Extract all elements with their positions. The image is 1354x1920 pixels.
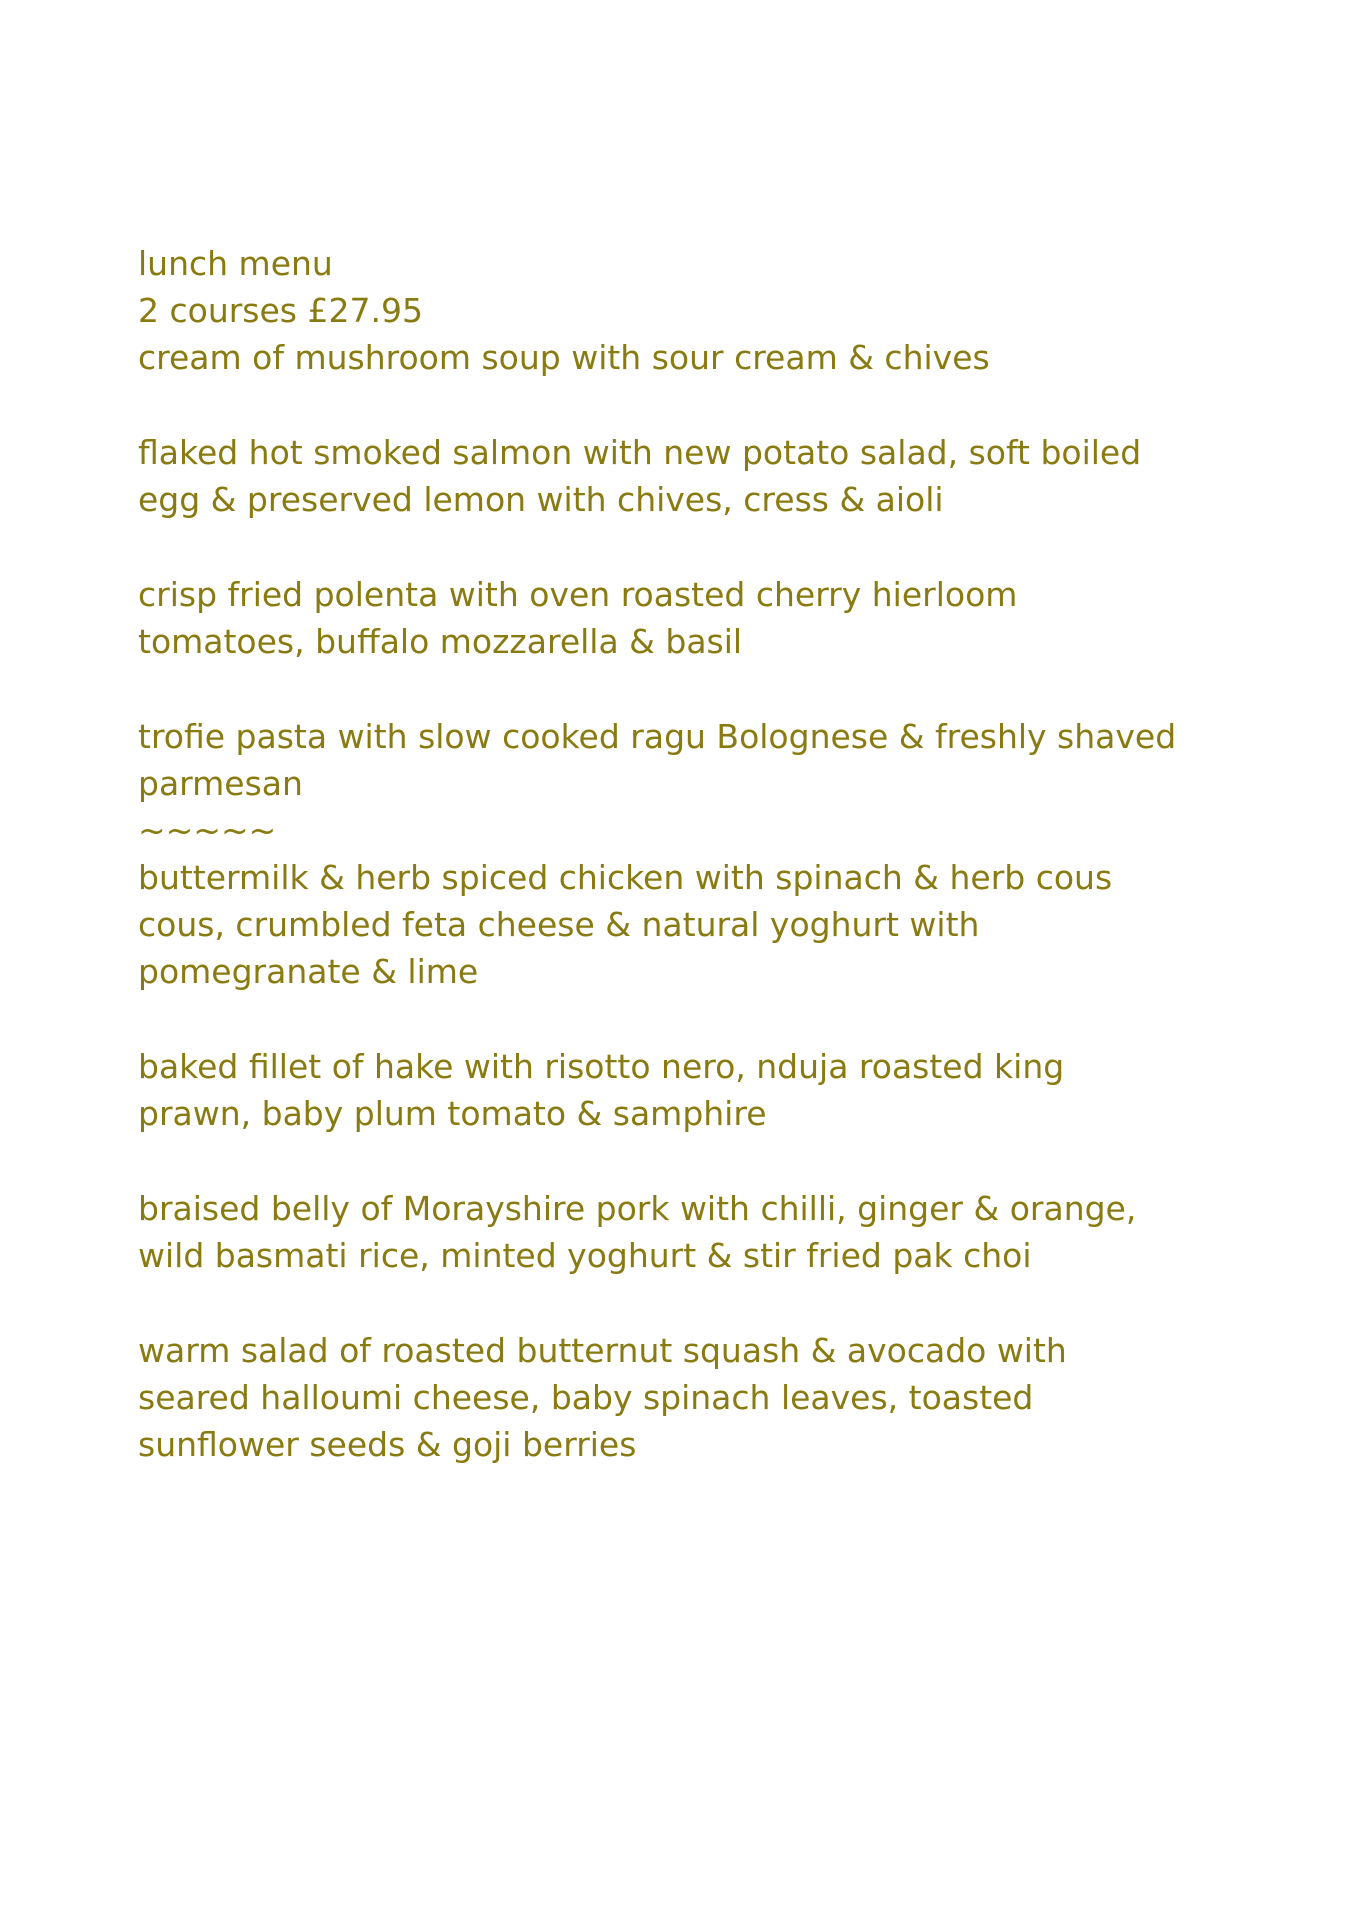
menu-item-line: parmesan	[138, 764, 303, 803]
menu-item-pork-belly	[138, 1185, 1258, 1279]
menu-item-smoked-salmon	[138, 429, 1258, 523]
starters-section	[138, 334, 1258, 807]
menu-price: 2 courses £27.95	[138, 291, 423, 330]
menu-item-mushroom-soup	[138, 334, 1258, 381]
menu-item-line: egg & preserved lemon with chives, cress & aioli	[138, 480, 944, 519]
course-divider: ~~~~~	[138, 811, 277, 850]
menu-item-line: sunflower seeds & goji berries	[138, 1425, 637, 1464]
menu-item-line: flaked hot smoked salmon with new potato salad, soft boiled	[138, 433, 1142, 472]
menu-item-line: braised belly of Morayshire pork with chilli, ginger & orange,	[138, 1189, 1137, 1228]
menu-item-butternut-salad	[138, 1327, 1258, 1468]
menu-item-line: trofie pasta with slow cooked ragu Bolognese & freshly shaved	[138, 717, 1177, 756]
menu-item-line: crisp fried polenta with oven roasted cherry hierloom	[138, 575, 1018, 614]
menu-item-line: wild basmati rice, minted yoghurt & stir fried pak choi	[138, 1236, 1032, 1275]
menu-item-line: buttermilk & herb spiced chicken with spinach & herb cous	[138, 858, 1113, 897]
menu-item-fried-polenta	[138, 571, 1258, 665]
menu-item-line: seared halloumi cheese, baby spinach leaves, toasted	[138, 1378, 1034, 1417]
menu-item-line: baked fillet of hake with risotto nero, nduja roasted king	[138, 1047, 1065, 1086]
mains-section	[138, 854, 1258, 1468]
menu-item-line: warm salad of roasted butternut squash & avocado with	[138, 1331, 1067, 1370]
menu-item-line: prawn, baby plum tomato & samphire	[138, 1094, 767, 1133]
menu-item-spiced-chicken	[138, 854, 1258, 995]
menu-item-line: cous, crumbled feta cheese & natural yoghurt with	[138, 905, 980, 944]
menu-title: lunch menu	[138, 244, 333, 283]
menu-item-line: tomatoes, buffalo mozzarella & basil	[138, 622, 743, 661]
menu-page	[138, 240, 1258, 1468]
menu-item-line: cream of mushroom soup with sour cream & chives	[138, 338, 990, 377]
menu-item-hake	[138, 1043, 1258, 1137]
menu-item-trofie-pasta	[138, 713, 1258, 807]
menu-item-line: pomegranate & lime	[138, 952, 479, 991]
